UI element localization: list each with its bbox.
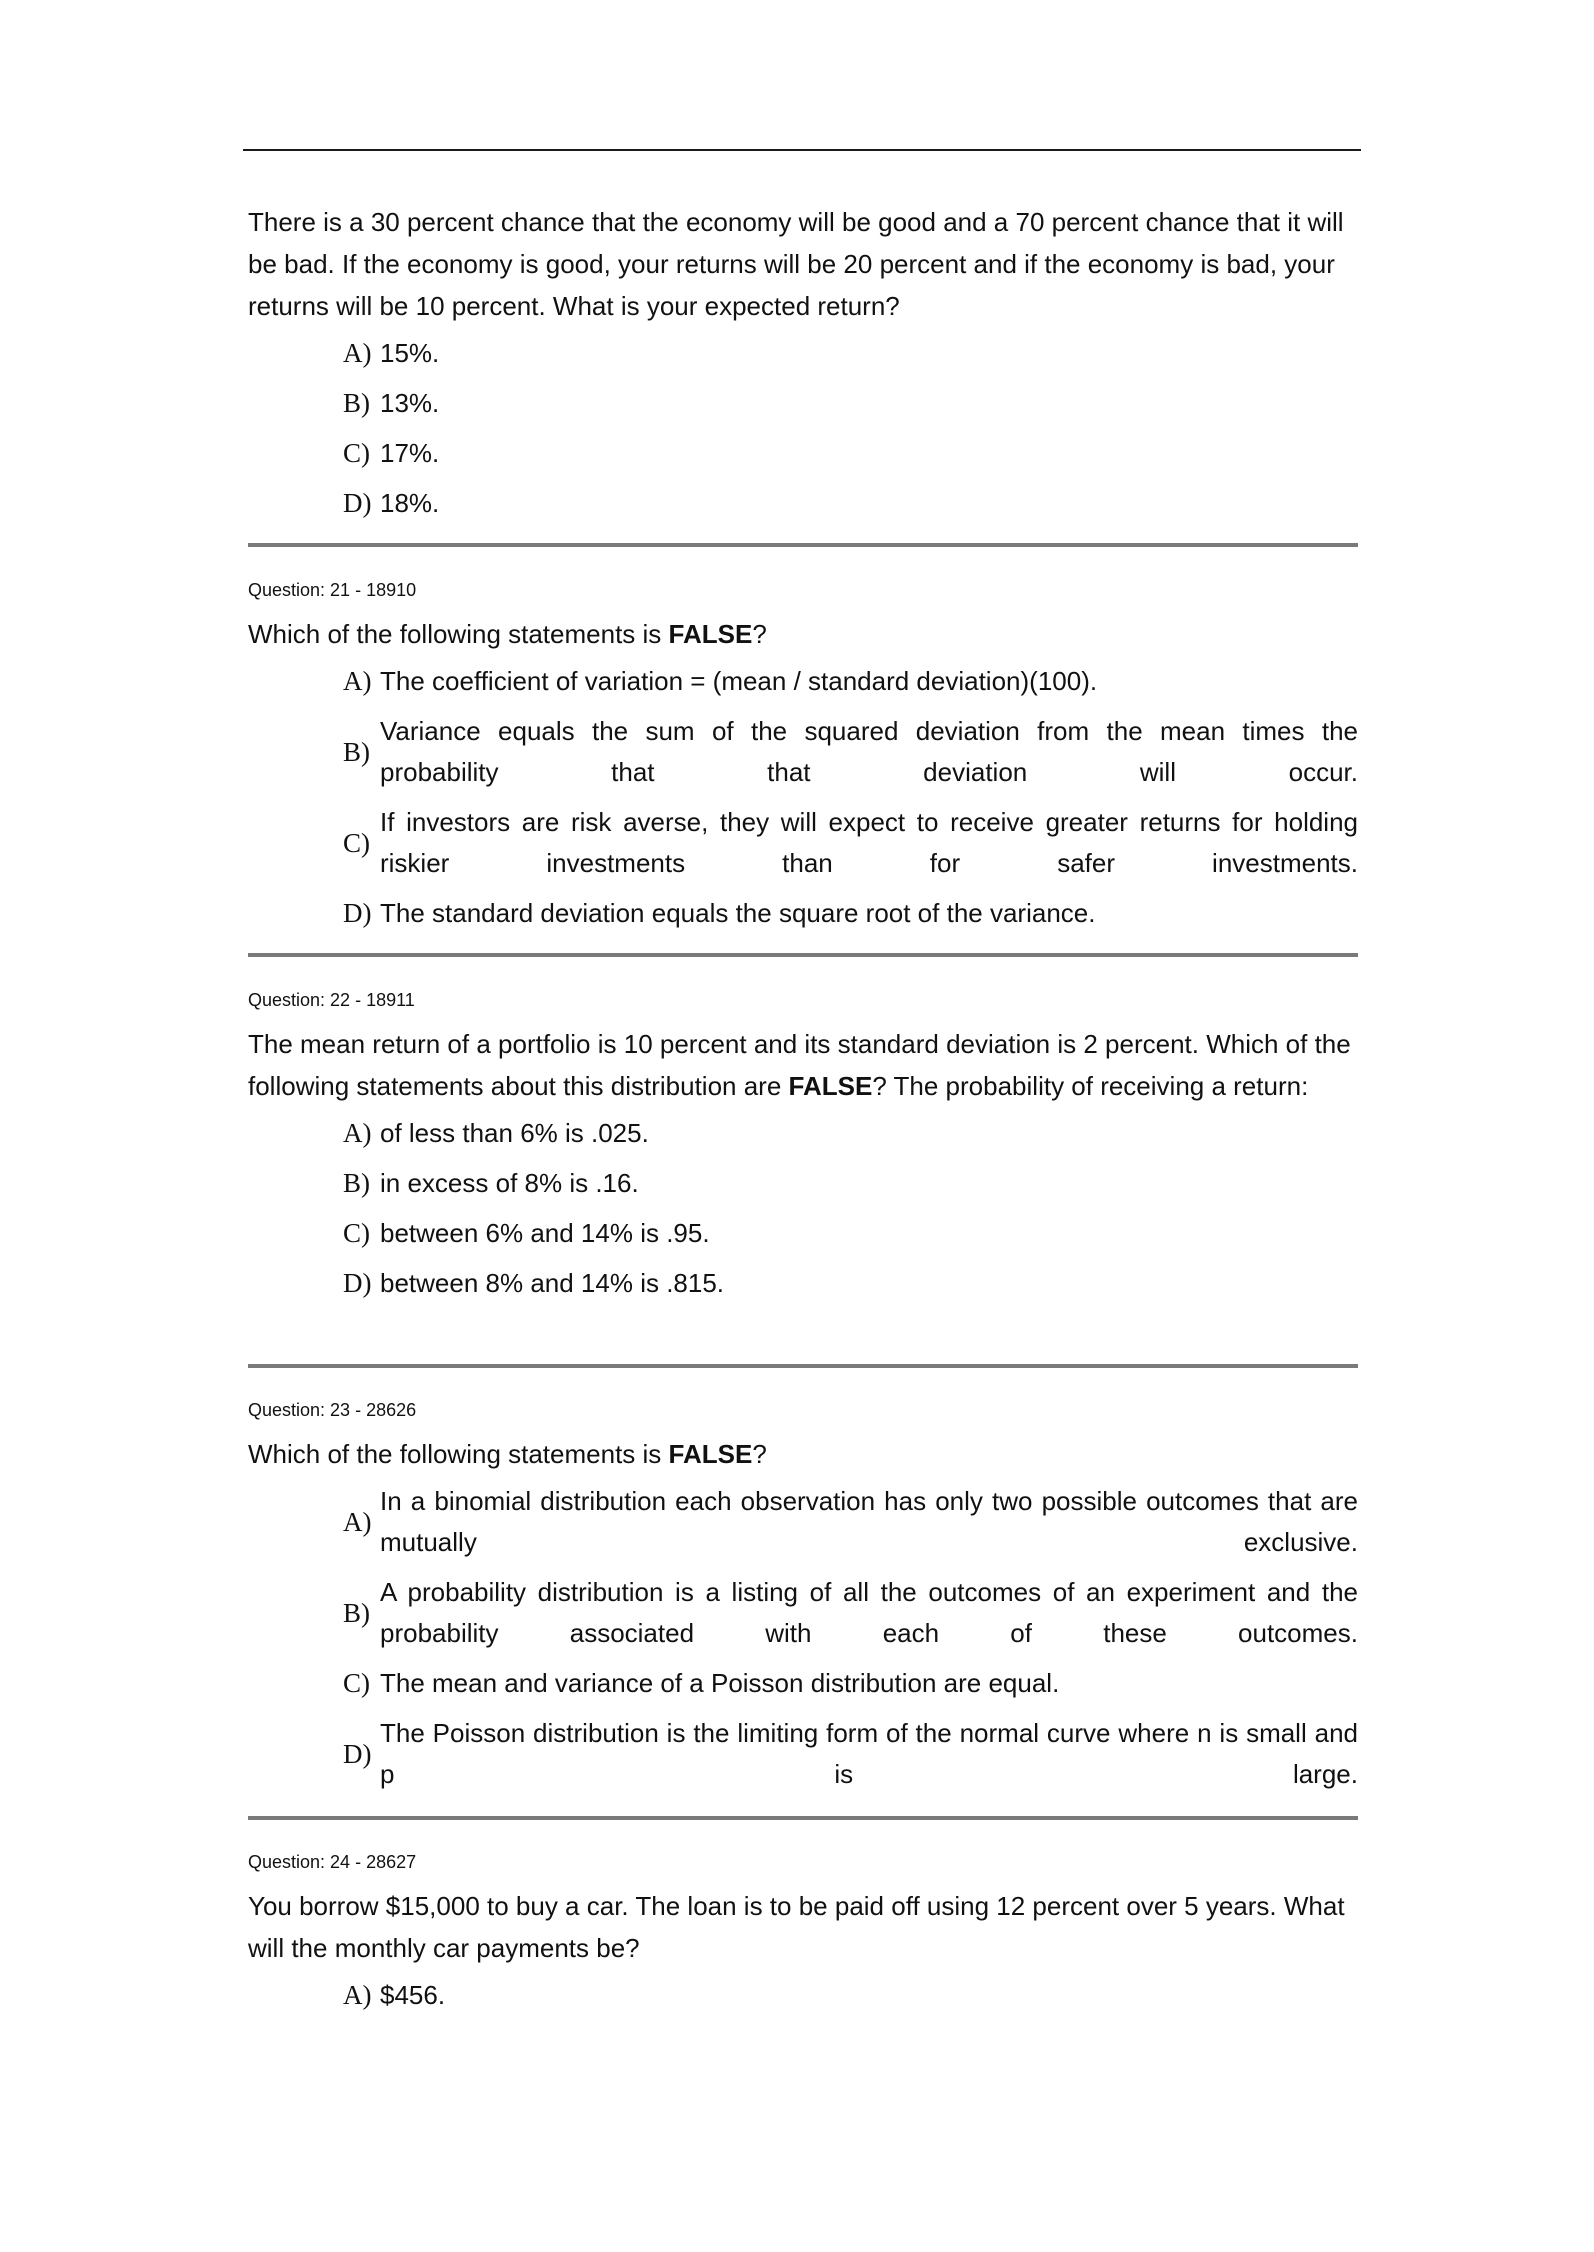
question-emphasis: FALSE bbox=[668, 1439, 753, 1469]
option-text: in excess of 8% is .16. bbox=[380, 1168, 639, 1198]
question-text-part: ? bbox=[752, 619, 767, 649]
option-text: 15%. bbox=[380, 338, 440, 368]
option-b bbox=[343, 1163, 1358, 1204]
option-b bbox=[343, 1572, 1358, 1654]
option-letter: B) bbox=[343, 1597, 370, 1628]
option-b bbox=[343, 711, 1358, 793]
option-letter: A) bbox=[343, 666, 372, 696]
option-text: 13%. bbox=[380, 388, 440, 418]
question-21-block bbox=[248, 578, 1358, 943]
option-letter: A) bbox=[343, 1118, 372, 1148]
question-separator bbox=[248, 953, 1358, 957]
option-letter: C) bbox=[343, 1668, 370, 1698]
question-text bbox=[248, 1023, 1358, 1107]
question-23-block bbox=[248, 1398, 1358, 1804]
option-text: In a binomial distribution each observation has only two possible outcomes that are mutually exclusive. bbox=[380, 1486, 1358, 1557]
option-text: A probability distribution is a listing of all the outcomes of an experiment and the probability associated with each of these outcomes. bbox=[380, 1577, 1358, 1648]
question-header: Question: 24 - 28627 bbox=[248, 1852, 417, 1872]
option-c bbox=[343, 433, 1358, 474]
option-text: $456. bbox=[380, 1980, 446, 2010]
option-letter: A) bbox=[343, 1506, 372, 1537]
option-letter: D) bbox=[343, 898, 372, 928]
option-a bbox=[343, 333, 1358, 374]
option-text: The standard deviation equals the square root of the variance. bbox=[380, 898, 1096, 928]
question-separator bbox=[248, 1364, 1358, 1368]
option-letter: C) bbox=[343, 1218, 370, 1248]
question-text: There is a 30 percent chance that the economy will be good and a 70 percent chance that it will be bad. If the economy is good, your returns will be 20 percent and if the economy is bad, your returns will be 10 percent. What is your expected return? bbox=[248, 207, 1344, 321]
question-text-part: ? bbox=[752, 1439, 767, 1469]
option-letter: B) bbox=[343, 1168, 370, 1198]
question-header: Question: 23 - 28626 bbox=[248, 1400, 417, 1420]
option-d bbox=[343, 1263, 1358, 1304]
question-24-block bbox=[248, 1850, 1358, 2025]
option-text: Variance equals the sum of the squared deviation from the mean times the probability that that deviation will occur. bbox=[380, 716, 1358, 787]
option-a bbox=[343, 1481, 1358, 1563]
option-letter: C) bbox=[343, 827, 370, 858]
question-text bbox=[248, 613, 1358, 655]
option-text: between 8% and 14% is .815. bbox=[380, 1268, 725, 1298]
option-letter: D) bbox=[343, 488, 372, 518]
option-letter: A) bbox=[343, 1980, 372, 2010]
option-text: of less than 6% is .025. bbox=[380, 1118, 649, 1148]
question-text bbox=[248, 1885, 1358, 1969]
option-text: The Poisson distribution is the limiting form of the normal curve where n is small and p is large. bbox=[380, 1718, 1358, 1789]
question-text-part: Which of the following statements is bbox=[248, 1439, 669, 1469]
question-separator bbox=[248, 1816, 1358, 1820]
option-letter: D) bbox=[343, 1268, 372, 1298]
option-text: The coefficient of variation = (mean / standard deviation)(100). bbox=[380, 666, 1098, 696]
question-20-block bbox=[248, 201, 1358, 533]
question-text bbox=[248, 1433, 1358, 1475]
option-text: If investors are risk averse, they will expect to receive greater returns for holding riskier investments than for safer investments. bbox=[380, 807, 1358, 878]
option-letter: A) bbox=[343, 338, 372, 368]
option-letter: D) bbox=[343, 1738, 372, 1769]
option-a bbox=[343, 1113, 1358, 1154]
option-c bbox=[343, 802, 1358, 884]
option-d bbox=[343, 893, 1358, 934]
question-emphasis: FALSE bbox=[788, 1071, 873, 1101]
option-letter: B) bbox=[343, 736, 370, 767]
option-a bbox=[343, 1975, 1358, 2016]
options-list bbox=[343, 1481, 1358, 1795]
option-text: 18%. bbox=[380, 488, 440, 518]
question-text-part: Which of the following statements is bbox=[248, 619, 669, 649]
options-list bbox=[343, 661, 1358, 934]
option-text: The mean and variance of a Poisson distribution are equal. bbox=[380, 1668, 1060, 1698]
options-list bbox=[343, 1113, 1358, 1304]
option-d bbox=[343, 1713, 1358, 1795]
option-c bbox=[343, 1663, 1358, 1704]
top-rule bbox=[243, 149, 1361, 151]
option-text: between 6% and 14% is .95. bbox=[380, 1218, 710, 1248]
question-header: Question: 21 - 18910 bbox=[248, 580, 417, 600]
question-22-block bbox=[248, 988, 1358, 1313]
question-header: Question: 22 - 18911 bbox=[248, 990, 415, 1010]
question-text-part: The mean return of a portfolio is 10 percent and its standard deviation is 2 percent. Which of the following statements about this distribution are bbox=[248, 1029, 1351, 1101]
question-text-part: ? The probability of receiving a return: bbox=[872, 1071, 1309, 1101]
option-d bbox=[343, 483, 1358, 524]
question-separator bbox=[248, 543, 1358, 547]
question-text-part: You borrow $15,000 to buy a car. The loan is to be paid off using 12 percent over 5 years. What will the monthly car payments be? bbox=[248, 1891, 1345, 1963]
option-b bbox=[343, 383, 1358, 424]
option-letter: B) bbox=[343, 388, 370, 418]
option-text: 17%. bbox=[380, 438, 440, 468]
options-list bbox=[343, 1975, 1358, 2016]
question-emphasis: FALSE bbox=[668, 619, 753, 649]
option-a bbox=[343, 661, 1358, 702]
option-c bbox=[343, 1213, 1358, 1254]
option-letter: C) bbox=[343, 438, 370, 468]
options-list bbox=[343, 333, 1358, 524]
